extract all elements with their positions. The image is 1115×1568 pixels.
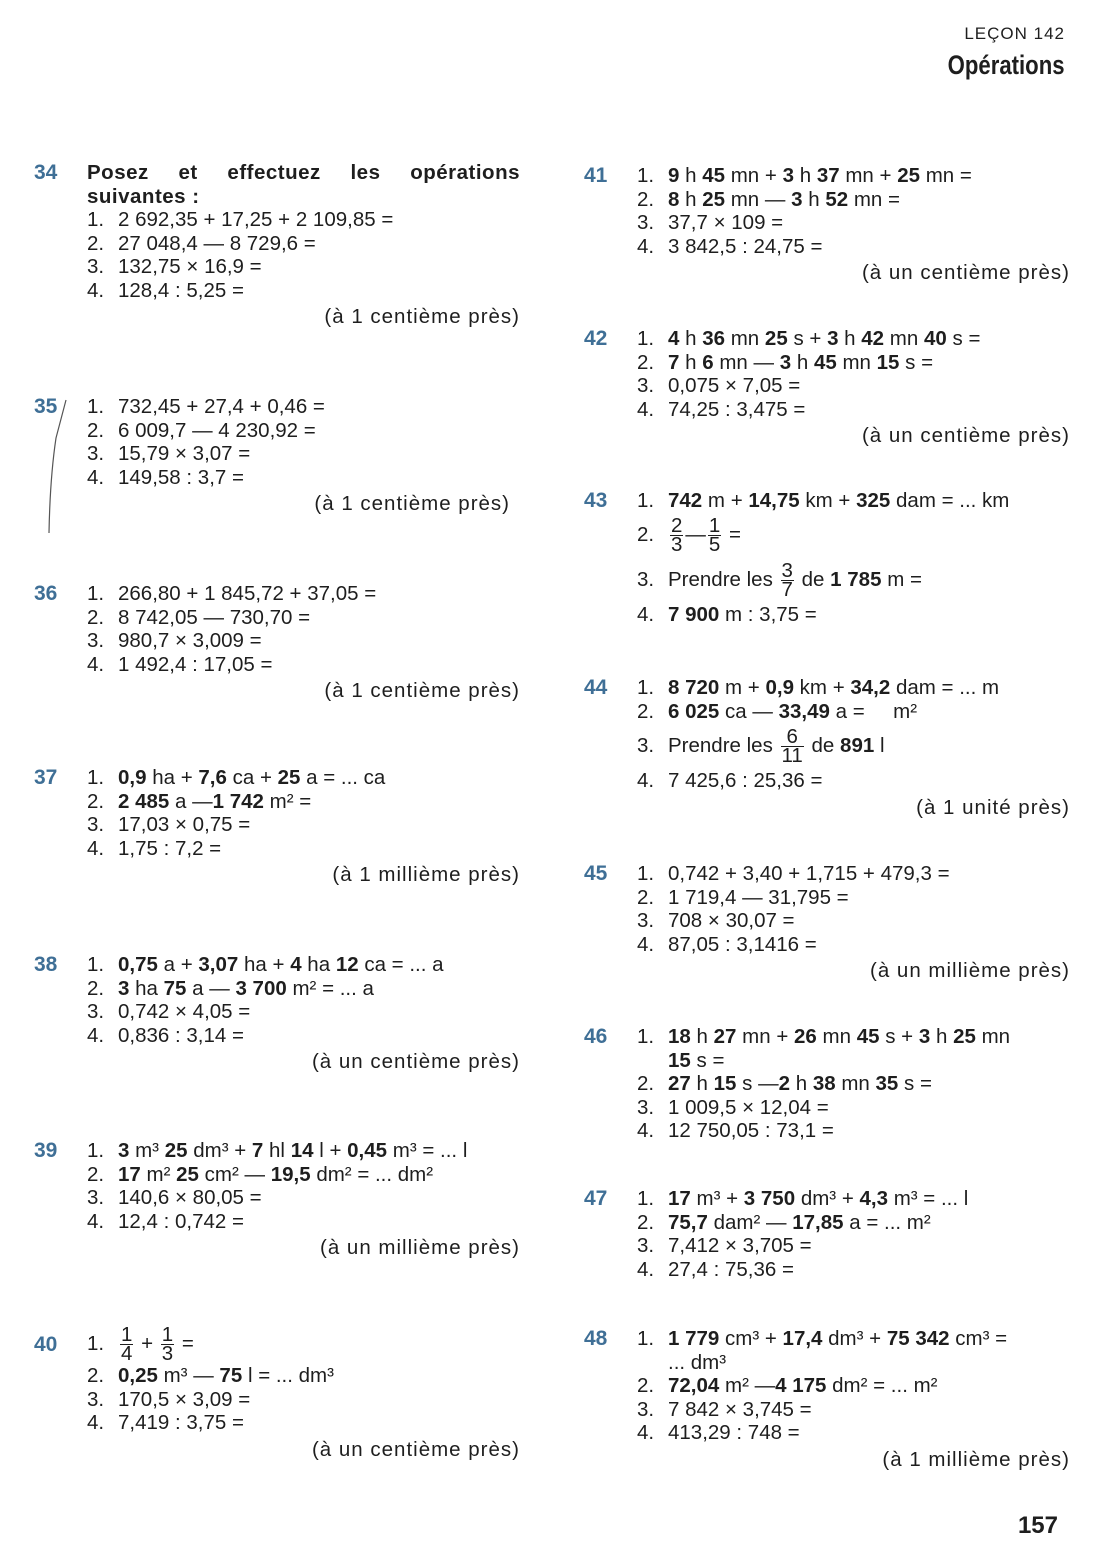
item: 1. 9 h 45 mn + 3 h 37 mn + 25 mn =	[637, 164, 972, 187]
exercise-number: 44	[584, 676, 608, 699]
item: 3. 132,75 × 16,9 =	[87, 255, 262, 278]
item: 3. Prendre les $\frac{6}{11}$ de 891 l	[637, 725, 885, 768]
fraction: $\frac{1}{3}$	[161, 1323, 174, 1366]
fraction: $\frac{1}{5}$	[708, 513, 721, 556]
exercise-number: 41	[584, 164, 608, 187]
item: 2. 75,7 dam² — 17,85 a = ... m²	[637, 1210, 931, 1234]
item: 3. 17,03 × 0,75 =	[87, 813, 251, 836]
item: 1. 0,742 + 3,40 + 1,715 + 479,3 =	[637, 862, 950, 885]
item: 3. 140,6 × 80,05 =	[87, 1186, 262, 1209]
item: 1. 0,9 ha + 7,6 ca + 25 a = ... ca	[87, 766, 386, 789]
item: 2. 72,04 m² —4 175 dm² = ... m²	[637, 1374, 938, 1397]
item-continuation: ... dm³	[668, 1350, 727, 1374]
item: 3. 15,79 × 3,07 =	[87, 442, 251, 465]
item: 3. 0,075 × 7,05 =	[637, 374, 801, 397]
item: 3. 0,742 × 4,05 =	[87, 1000, 251, 1023]
item-continuation: 15 s =	[668, 1048, 725, 1072]
item: 4. 12,4 : 0,742 =	[87, 1209, 244, 1233]
exercise-number: 36	[34, 582, 58, 605]
item: 4. 3 842,5 : 24,75 =	[637, 234, 823, 258]
item: 4. 12 750,05 : 73,1 =	[637, 1119, 834, 1142]
exercise-number: 39	[34, 1139, 58, 1162]
precision-note: (à un millième près)	[320, 1236, 520, 1259]
item: 2. 8 742,05 — 730,70 =	[87, 605, 311, 629]
exercise-number: 45	[584, 862, 608, 885]
exercise-number: 48	[584, 1327, 608, 1350]
item: 2. 8 h 25 mn — 3 h 52 mn =	[637, 187, 901, 211]
item: 3. Prendre les $\frac{3}{7}$ de 1 785 m =	[637, 558, 922, 601]
item: 4. 128,4 : 5,25 =	[87, 278, 244, 302]
item: 4. 0,836 : 3,14 =	[87, 1023, 244, 1047]
item: 4. 149,58 : 3,7 =	[87, 465, 244, 489]
item: 3. 708 × 30,07 =	[637, 909, 795, 932]
precision-note: (à 1 centième près)	[314, 492, 510, 515]
item: 1. $\frac{1}{4}$ + $\frac{1}{3}$ =	[87, 1323, 194, 1366]
item: 1. 4 h 36 mn 25 s + 3 h 42 mn 40 s =	[637, 327, 981, 350]
item: 3. 1 009,5 × 12,04 =	[637, 1095, 829, 1119]
exercise-number: 40	[34, 1333, 58, 1356]
item: 1. 1 779 cm³ + 17,4 dm³ + 75 342 cm³ =	[637, 1327, 1008, 1350]
item: 4. 7 900 m : 3,75 =	[637, 602, 817, 626]
item: 1. 2 692,35 + 17,25 + 2 109,85 =	[87, 208, 394, 231]
item: 2. 2 485 a —1 742 m² =	[87, 789, 312, 813]
lesson-label: LEÇON 142	[964, 24, 1065, 43]
precision-note: (à 1 millième près)	[332, 863, 520, 886]
item: 2. 17 m² 25 cm² — 19,5 dm² = ... dm²	[87, 1162, 434, 1186]
item: 4. 27,4 : 75,36 =	[637, 1257, 794, 1281]
item: 4. 74,25 : 3,475 =	[637, 397, 806, 421]
item: 1. 266,80 + 1 845,72 + 37,05 =	[87, 582, 377, 605]
exercise-number: 38	[34, 953, 58, 976]
item: 4. 413,29 : 748 =	[637, 1421, 800, 1444]
item: 2. 27 048,4 — 8 729,6 =	[87, 231, 316, 255]
item: 3. 980,7 × 3,009 =	[87, 629, 262, 652]
precision-note: (à un centième près)	[861, 261, 1070, 284]
pencil-mark	[36, 398, 76, 538]
item: 3. 37,7 × 109 =	[637, 211, 784, 234]
item: 4. 7,419 : 3,75 =	[87, 1411, 244, 1434]
fraction: $\frac{6}{11}$	[781, 725, 803, 768]
item: 2. 3 ha 75 a — 3 700 m² = ... a	[87, 976, 374, 1000]
precision-note: (à un centième près)	[861, 424, 1070, 447]
precision-note: (à 1 unité près)	[916, 795, 1070, 819]
item: 1. 17 m³ + 3 750 dm³ + 4,3 m³ = ... l	[637, 1187, 969, 1210]
exercise-number: 42	[584, 327, 608, 350]
exercise-number: 37	[34, 766, 58, 789]
exercise-number: 43	[584, 489, 608, 512]
fraction: $\frac{3}{7}$	[781, 558, 793, 601]
exercise-number: 47	[584, 1187, 608, 1210]
page-number: 157	[1017, 1512, 1058, 1539]
item: 1. 0,75 a + 3,07 ha + 4 ha 12 ca = ... a	[87, 953, 444, 976]
instruction: Posez et effectuez les opérations suivantes :	[87, 161, 520, 208]
item: 2. 7 h 6 mn — 3 h 45 mn 15 s =	[637, 350, 934, 374]
precision-note: (à 1 millième près)	[882, 1447, 1070, 1471]
item: 2. 6 009,7 — 4 230,92 =	[87, 418, 316, 442]
exercise-number: 35	[34, 395, 58, 418]
item: 2. 1 719,4 — 31,795 =	[637, 885, 849, 909]
precision-note: (à un centième près)	[311, 1050, 520, 1073]
item: 3. 7 842 × 3,745 =	[637, 1397, 812, 1421]
exercise-number: 46	[584, 1025, 608, 1048]
item: 4. 7 425,6 : 25,36 =	[637, 769, 823, 792]
item: 2. 27 h 15 s —2 h 38 mn 35 s =	[637, 1072, 932, 1095]
item: 4. 1 492,4 : 17,05 =	[87, 652, 273, 676]
fraction: $\frac{2}{3}$	[671, 513, 683, 556]
item: 1. 8 720 m + 0,9 km + 34,2 dam = ... m	[637, 676, 1000, 699]
item: 1. 3 m³ 25 dm³ + 7 hl 14 l + 0,45 m³ = ... l	[87, 1139, 468, 1162]
item: 3. 170,5 × 3,09 =	[87, 1387, 251, 1411]
item: 2. 6 025 ca — 33,49 a = m²	[637, 699, 918, 723]
item: 1. 18 h 27 mn + 26 mn 45 s + 3 h 25 mn	[637, 1025, 1011, 1048]
item: 2. $\frac{2}{3}$ — $\frac{1}{5}$ =	[637, 513, 741, 556]
item: 3. 7,412 × 3,705 =	[637, 1234, 812, 1257]
item: 1. 732,45 + 27,4 + 0,46 =	[87, 395, 325, 418]
item: 1. 742 m + 14,75 km + 325 dam = ... km	[637, 489, 1010, 512]
precision-note: (à un millième près)	[870, 959, 1070, 982]
precision-note: (à un centième près)	[311, 1437, 520, 1461]
fraction: $\frac{1}{4}$	[121, 1323, 133, 1366]
item: 2. 0,25 m³ — 75 l = ... dm³	[87, 1364, 334, 1387]
precision-note: (à 1 centième près)	[324, 305, 520, 328]
page-title: Opérations	[948, 50, 1065, 80]
precision-note: (à 1 centième près)	[324, 679, 520, 702]
exercise-number: 34	[34, 161, 58, 184]
item: 4. 87,05 : 3,1416 =	[637, 932, 817, 956]
item: 4. 1,75 : 7,2 =	[87, 836, 222, 860]
